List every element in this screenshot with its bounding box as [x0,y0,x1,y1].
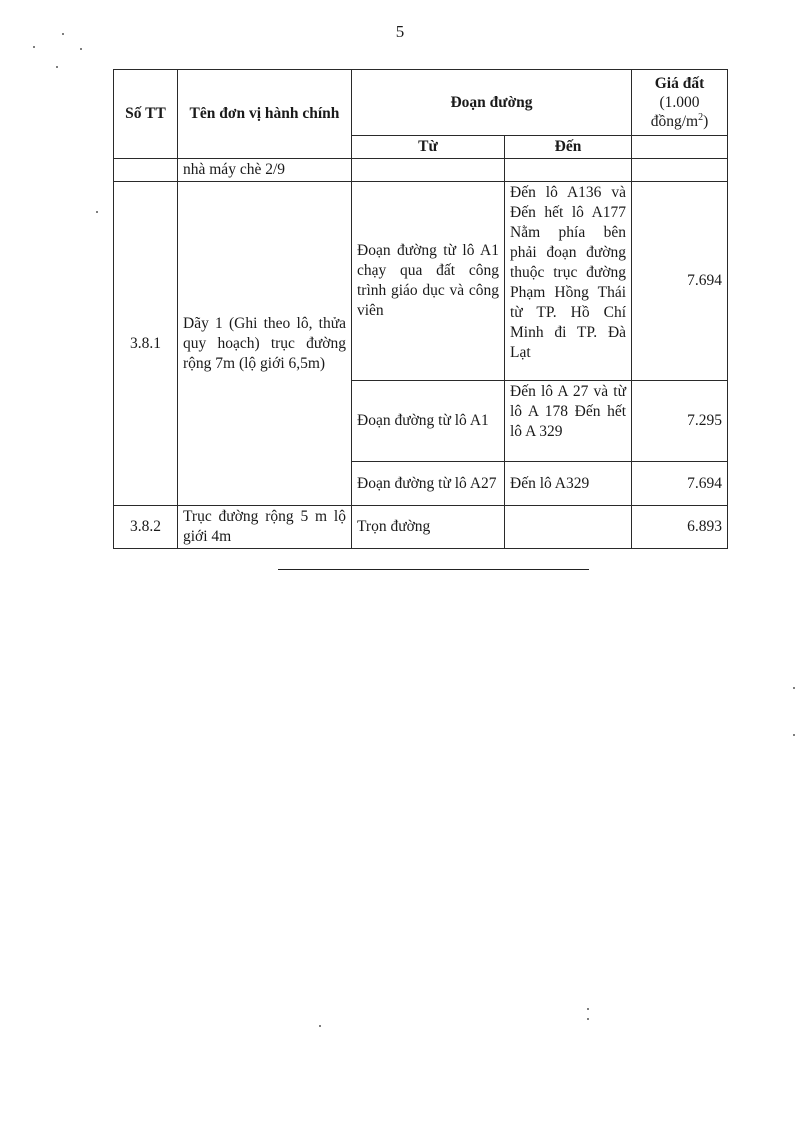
scan-speck [33,46,35,48]
unit-name-cell: Dãy 1 (Ghi theo lô, thửa quy hoạch) trục đường rộng 7m (lộ giới 6,5m) [178,182,352,506]
table-cell [632,159,728,182]
price-cell: 6.893 [632,506,728,549]
scan-speck [56,66,58,68]
table-cell [114,159,178,182]
segment-from-cell: Đoạn đường từ lô A1 [352,381,505,462]
price-cell: 7.694 [632,462,728,506]
unit-name-cell: Trục đường rộng 5 m lộ giới 4m [178,506,352,549]
header-row [114,70,728,136]
scan-speck [587,1018,589,1020]
table-row [114,159,728,182]
so-tt-cell: 3.8.1 [114,182,178,506]
segment-from-cell: Trọn đường [352,506,505,549]
scan-speck [587,1008,589,1010]
page-number: 5 [395,22,405,41]
header-den: Đến [505,136,632,159]
scan-speck [62,33,64,35]
header-so-tt: Số TT [114,70,178,159]
scan-speck [793,734,795,736]
footer-rule [278,569,589,570]
header-doan-duong: Đoạn đường [352,70,632,136]
header-empty [632,136,728,159]
scan-speck [80,48,82,50]
header-gia-dat-title: Giá đất [654,75,705,92]
header-gia-dat [632,70,728,136]
price-cell: 7.295 [632,381,728,462]
segment-from-cell: Đoạn đường từ lô A1 chạy qua đất công trình giáo dục và công viên [352,182,505,381]
header-gia-dat-unit: (1.000 đồng/m [650,94,700,130]
scan-speck [793,687,795,689]
price-cell: 7.694 [632,182,728,381]
scan-speck [319,1025,321,1027]
header-gia-dat-sup: 2 [698,111,704,123]
so-tt-cell: 3.8.2 [114,506,178,549]
header-tu: Từ [352,136,505,159]
segment-from-cell: Đoạn đường từ lô A27 [352,462,505,506]
continued-name-cell: nhà máy chè 2/9 [178,159,352,182]
segment-to-cell: Đến lô A 27 và từ lô A 178 Đến hết lô A 329 [505,381,632,462]
segment-to-cell [505,506,632,549]
table-row [114,182,728,381]
scan-speck [96,211,98,213]
header-gia-dat-close: ) [703,113,709,130]
table-row [114,506,728,549]
table-cell [505,159,632,182]
table-cell [352,159,505,182]
segment-to-cell: Đến lô A329 [505,462,632,506]
land-price-table [113,69,728,549]
header-ten-don-vi: Tên đơn vị hành chính [178,70,352,159]
segment-to-cell: Đến lô A136 và Đến hết lô A177 Nằm phía bên phải đoạn đường thuộc trục đường Phạm Hồng Thái từ TP. Hồ Chí Minh đi TP. Đà Lạt [505,182,632,381]
